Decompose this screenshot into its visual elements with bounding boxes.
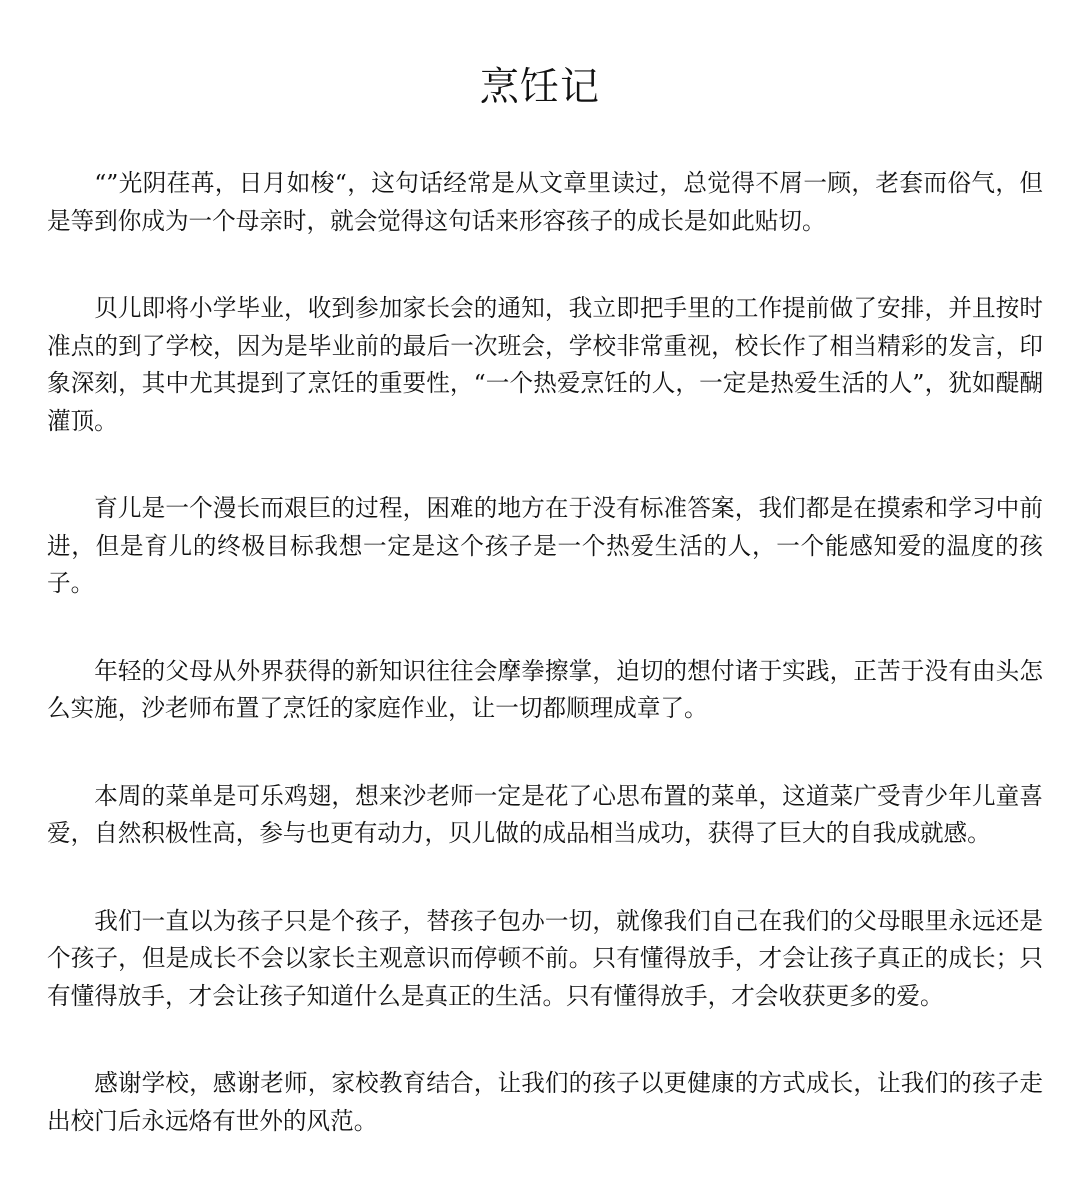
paragraph-7: 感谢学校，感谢老师，家校教育结合，让我们的孩子以更健康的方式成长，让我们的孩子走出校门后永远烙有世外的风范。 [47, 1069, 1043, 1135]
paragraph-4: 年轻的父母从外界获得的新知识往往会摩拳擦掌，迫切的想付诸于实践，正苦于没有由头怎么实施，沙老师布置了烹饪的家庭作业，让一切都顺理成章了。 [47, 656, 1043, 722]
paragraph-1: “”光阴荏苒，日月如梭“，这句话经常是从文章里读过，总觉得不屑一顾，老套而俗气，但是等到你成为一个母亲时，就会觉得这句话来形容孩子的成长是如此贴切。 [47, 169, 1043, 235]
page-title: 烹饪记 [479, 65, 600, 110]
article-body [47, 165, 1043, 1190]
paragraph-3: 育儿是一个漫长而艰巨的过程，困难的地方在于没有标准答案，我们都是在摸索和学习中前进，但是育儿的终极目标我想一定是这个孩子是一个热爱生活的人，一个能感知爱的温度的孩子。 [47, 494, 1043, 597]
paragraph-5: 本周的菜单是可乐鸡翅，想来沙老师一定是花了心思布置的菜单，这道菜广受青少年儿童喜爱，自然积极性高，参与也更有动力，贝儿做的成品相当成功，获得了巨大的自我成就感。 [47, 781, 1043, 847]
paragraph-2: 贝儿即将小学毕业，收到参加家长会的通知，我立即把手里的工作提前做了安排，并且按时准点的到了学校，因为是毕业前的最后一次班会，学校非常重视，校长作了相当精彩的发言，印象深刻，其中尤其提到了烹饪的重要性，“一个热爱烹饪的人，一定是热爱生活的人”，犹如醍醐灌顶。 [47, 294, 1043, 435]
paragraph-6: 我们一直以为孩子只是个孩子，替孩子包办一切，就像我们自己在我们的父母眼里永远还是个孩子，但是成长不会以家长主观意识而停顿不前。只有懂得放手，才会让孩子真正的成长；只有懂得放手，才会让孩子知道什么是真正的生活。只有懂得放手，才会收获更多的爱。 [47, 906, 1043, 1010]
